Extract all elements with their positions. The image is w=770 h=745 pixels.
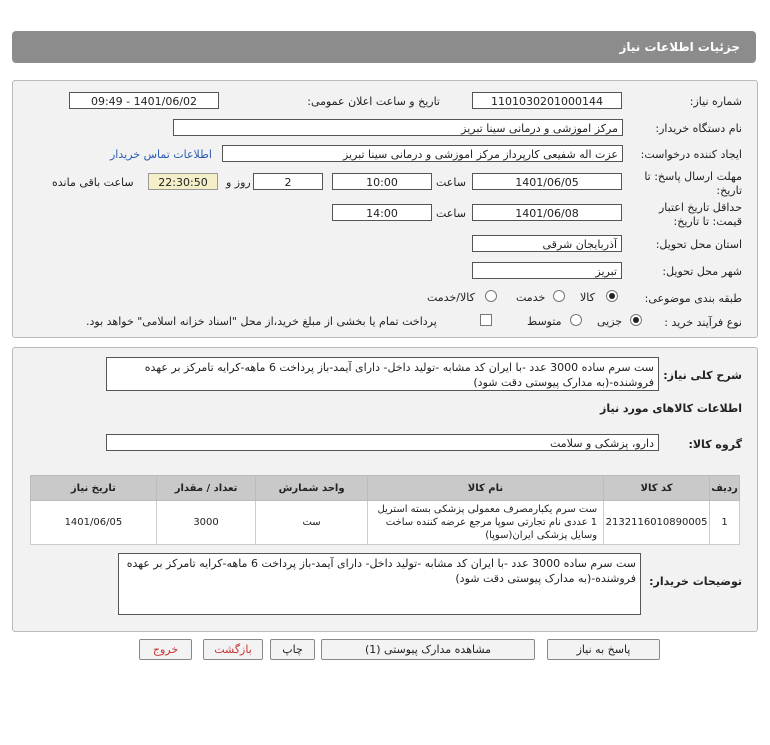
city-field: تبریز — [472, 262, 622, 279]
validity-time-field: 14:00 — [332, 204, 432, 221]
row-name: ست سرم یکبارمصرف معمولی پزشکی بسته استریل 1 عددی نام تجارتی سوپا مرجع عرضه کننده ساخت وسایل پزشکی ایران(سوپا) — [367, 501, 603, 545]
col-date: تاریخ نیاز — [31, 476, 157, 501]
process-label: نوع فرآیند خرید : — [664, 316, 742, 329]
deadline-label-1: مهلت ارسال پاسخ: تا — [644, 170, 742, 183]
province-label: استان محل تحویل: — [655, 238, 742, 251]
col-qty: تعداد / مقدار — [156, 476, 256, 501]
print-button[interactable]: چاپ — [270, 639, 315, 660]
category-radio-goods-service[interactable] — [485, 290, 497, 302]
days-label: روز و — [226, 176, 251, 189]
goods-table-header — [31, 476, 740, 501]
back-button[interactable]: بازگشت — [203, 639, 263, 660]
process-radio-medium[interactable] — [570, 314, 582, 326]
col-index: ردیف — [710, 476, 740, 501]
buyer-notes-label: توضیحات خریدار: — [649, 575, 742, 588]
row-code: 2132116010890005 — [604, 501, 710, 545]
buyer-contact-link[interactable]: اطلاعات تماس خریدار — [110, 148, 212, 161]
need-number-field: 1101030201000144 — [472, 92, 622, 109]
category-radio-service[interactable] — [553, 290, 565, 302]
treasury-payment-note: پرداخت تمام یا بخشی از مبلغ خرید،از محل "اسناد خزانه اسلامی" خواهد بود. — [86, 315, 437, 328]
days-field: 2 — [253, 173, 323, 190]
category-option-goods-service: کالا/خدمت — [427, 291, 475, 304]
announce-field: 1401/06/02 - 09:49 — [69, 92, 219, 109]
validity-time-label: ساعت — [436, 207, 466, 220]
buyer-org-field: مرکز اموزشی و درمانی سینا تبریز — [173, 119, 623, 136]
remaining-time-field: 22:30:50 — [148, 173, 218, 190]
col-code: کد کالا — [604, 476, 710, 501]
process-radio-minor[interactable] — [630, 314, 642, 326]
province-field: آذربایجان شرقی — [472, 235, 622, 252]
description-field: ست سرم ساده 3000 عدد -با ایران کد مشابه -تولید داخل- دارای آیمد-باز پرداخت 6 ماهه-کرایه تامرکز بر عهده فروشنده-(به مدارک پیوستی دقت شود) — [106, 357, 659, 391]
category-radio-goods[interactable] — [606, 290, 618, 302]
table-row — [31, 501, 740, 545]
exit-button[interactable]: خروج — [139, 639, 192, 660]
validity-label-1: حداقل تاریخ اعتبار — [658, 201, 742, 214]
buyer-notes-field: ست سرم ساده 3000 عدد -با ایران کد مشابه -تولید داخل- دارای آیمد-باز پرداخت 6 ماهه-کرایه تامرکز بر عهده فروشنده-(به مدارک پیوستی دقت شود) — [118, 553, 641, 615]
goods-table — [30, 475, 740, 545]
deadline-label-2: تاریخ: — [716, 184, 742, 197]
creator-label: ایجاد کننده درخواست: — [640, 148, 742, 161]
validity-date-field: 1401/06/08 — [472, 204, 622, 221]
description-label: شرح کلی نیاز: — [663, 369, 742, 382]
city-label: شهر محل تحویل: — [662, 265, 742, 278]
attachments-button[interactable]: مشاهده مدارک پیوستی (1) — [321, 639, 535, 660]
col-name: نام کالا — [367, 476, 603, 501]
deadline-date-field: 1401/06/05 — [472, 173, 622, 190]
deadline-time-field: 10:00 — [332, 173, 432, 190]
deadline-time-label: ساعت — [436, 176, 466, 189]
creator-field: عزت اله شفیعی کارپرداز مرکز اموزشی و درمانی سینا تبریز — [222, 145, 623, 162]
category-option-service: خدمت — [516, 291, 546, 304]
row-qty: 3000 — [156, 501, 256, 545]
announce-label: تاریخ و ساعت اعلان عمومی: — [307, 95, 440, 108]
process-option-medium: متوسط — [527, 315, 562, 328]
process-option-minor: جزیی — [597, 315, 623, 328]
validity-label-2: قیمت: تا تاریخ: — [673, 215, 742, 228]
need-number-label: شماره نیاز: — [689, 95, 742, 108]
row-date: 1401/06/05 — [31, 501, 157, 545]
reply-button[interactable]: پاسخ به نیاز — [547, 639, 660, 660]
row-unit: ست — [256, 501, 368, 545]
treasury-payment-checkbox[interactable] — [480, 314, 492, 326]
page-title-bar — [12, 31, 756, 63]
remaining-label: ساعت باقی مانده — [52, 176, 134, 189]
category-option-goods: کالا — [580, 291, 595, 304]
page-title: جزئیات اطلاعات نیاز — [619, 40, 740, 54]
buyer-org-label: نام دستگاه خریدار: — [655, 122, 742, 135]
category-label: طبقه بندی موضوعی: — [644, 292, 742, 305]
goods-group-field: دارو، پزشکی و سلامت — [106, 434, 659, 451]
goods-group-label: گروه کالا: — [688, 438, 742, 451]
row-index: 1 — [710, 501, 740, 545]
col-unit: واحد شمارش — [256, 476, 368, 501]
goods-section-title: اطلاعات کالاهای مورد نیاز — [600, 402, 742, 415]
